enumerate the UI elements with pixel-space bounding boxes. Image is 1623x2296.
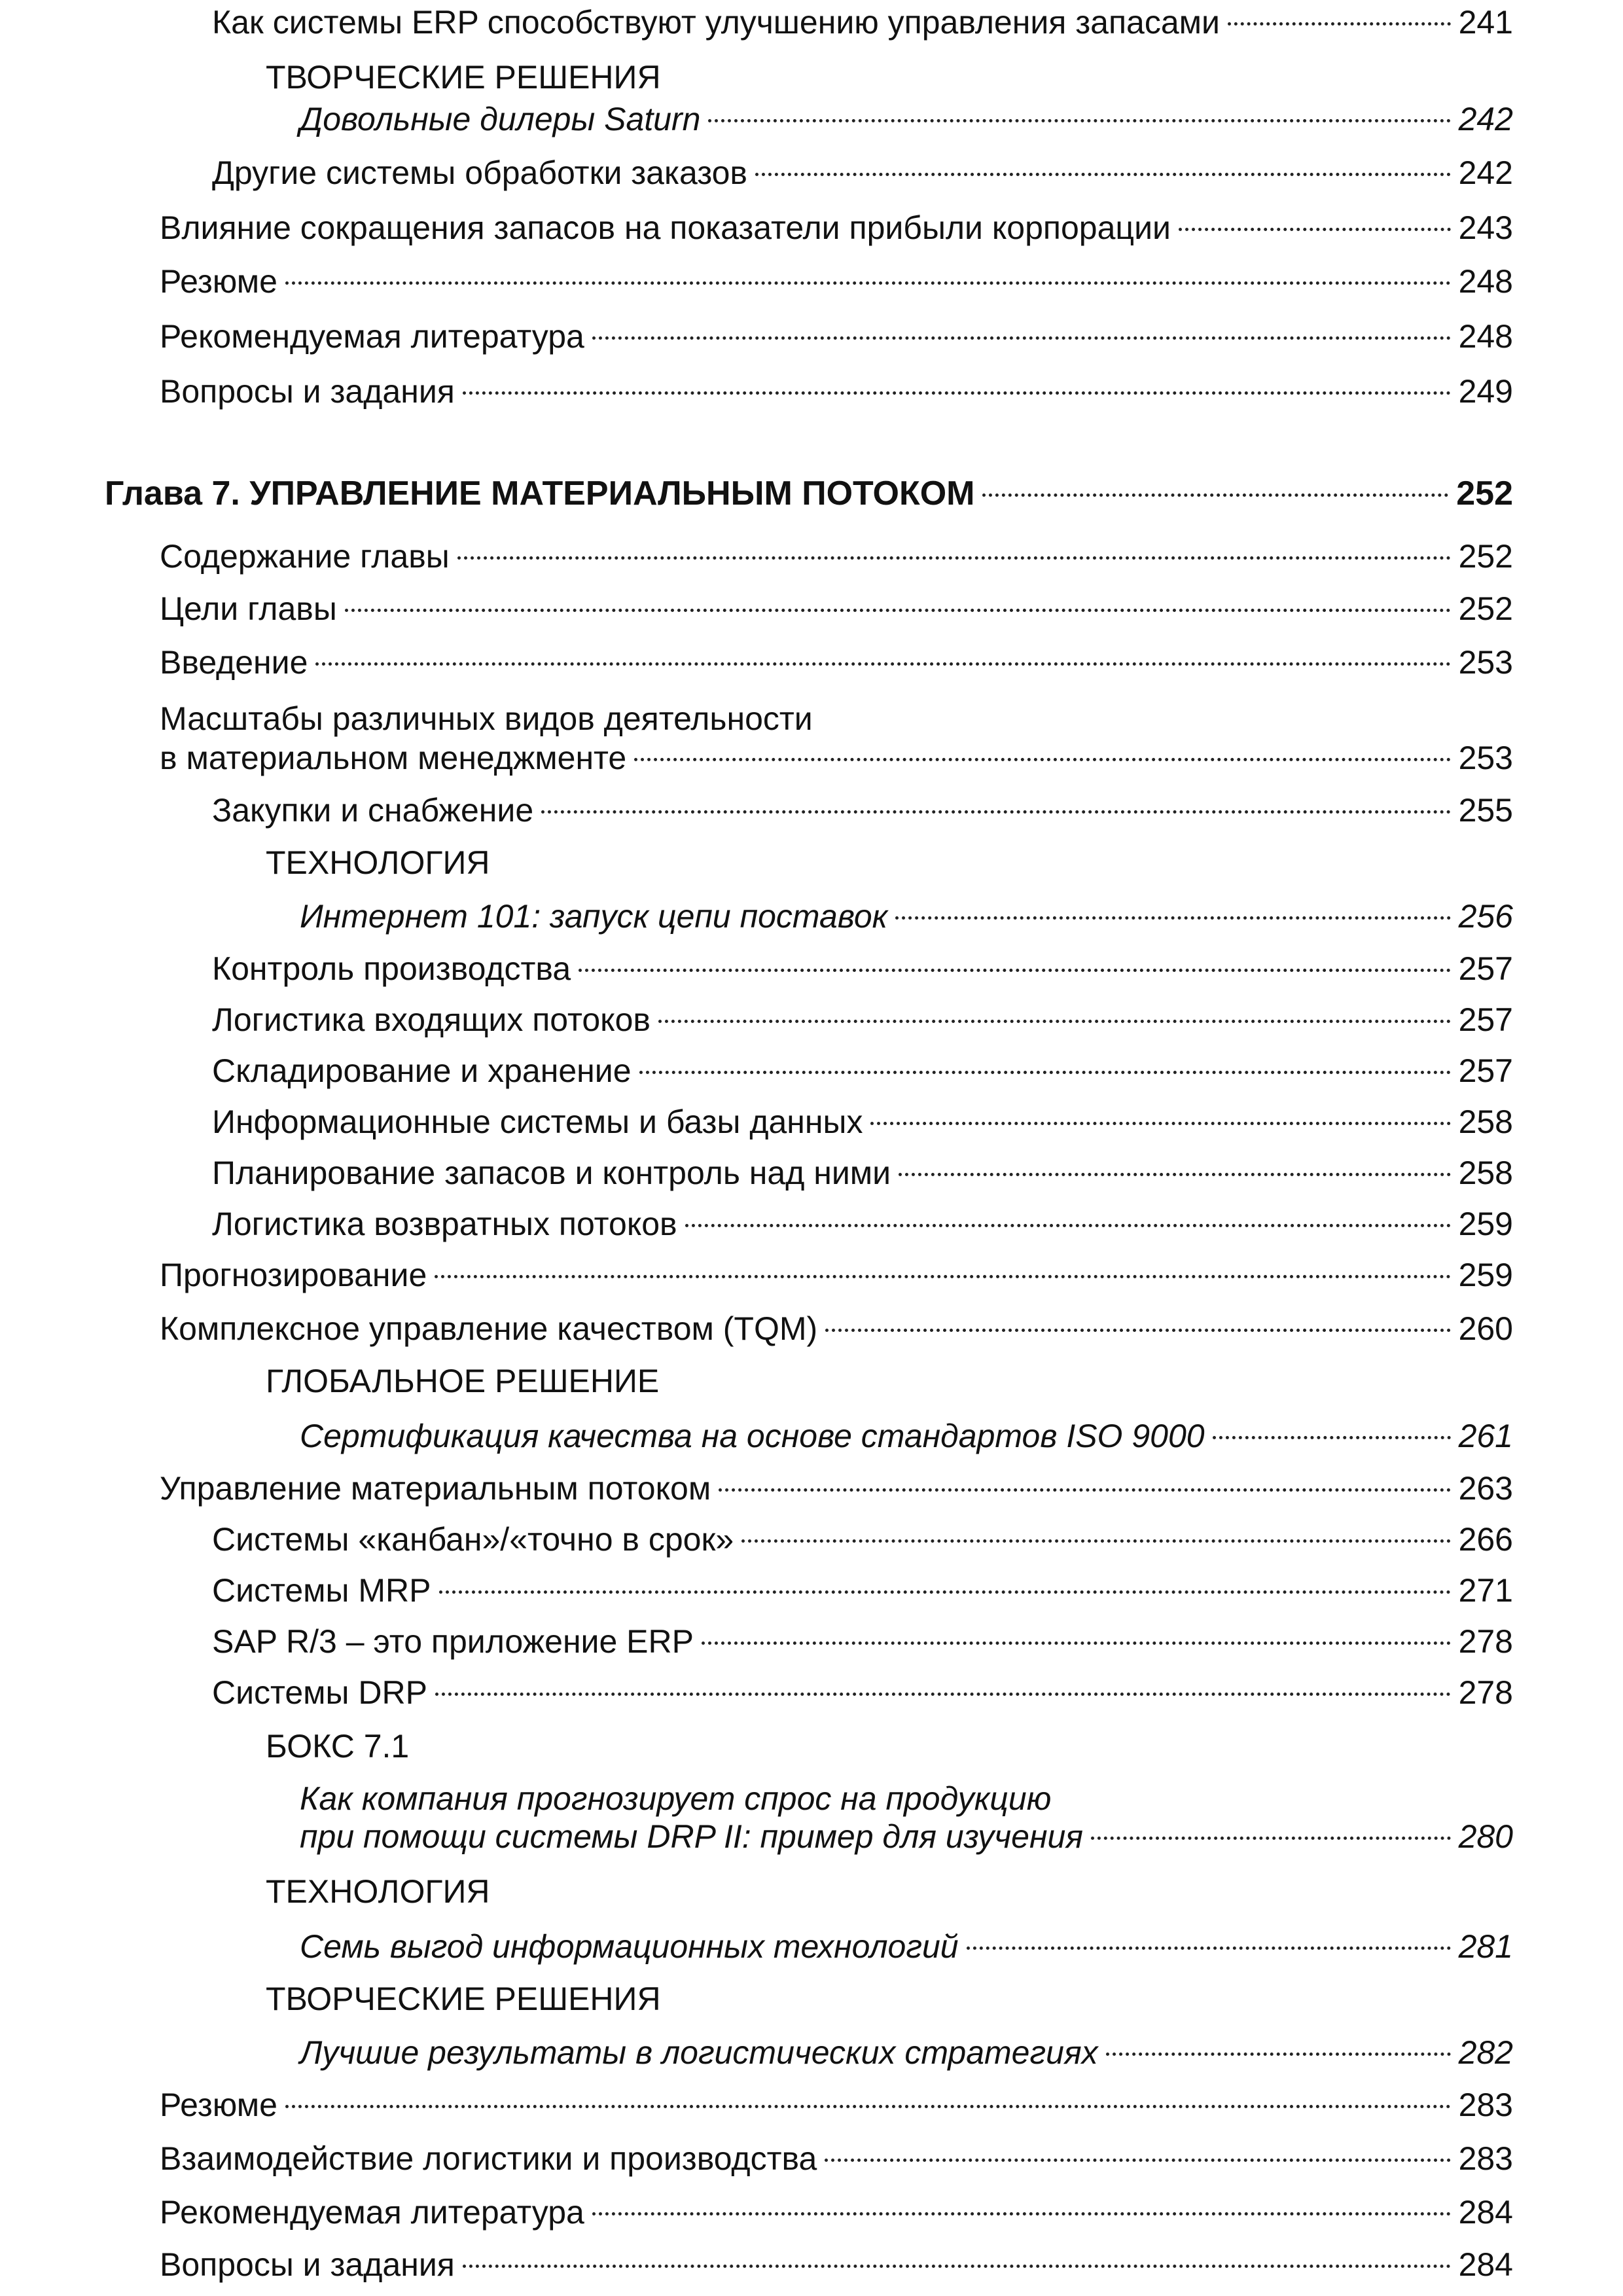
toc-entry-page: 259 (1458, 1257, 1513, 1293)
section-heading: ТВОРЧЕСКИЕ РЕШЕНИЯ (266, 1981, 661, 2017)
toc-entry (160, 643, 1513, 682)
toc-entry (160, 738, 1513, 778)
toc-entry-title: Складирование и хранение (212, 1052, 632, 1089)
toc-entry (160, 2085, 1513, 2125)
toc-entry (300, 1927, 1513, 1966)
toc-entry-page: 280 (1458, 1818, 1513, 1855)
toc-entry (212, 1204, 1513, 1244)
toc-entry (160, 2193, 1513, 2232)
chapter-title-text: Глава 7. УПРАВЛЕНИЕ МАТЕРИАЛЬНЫМ ПОТОКОМ (105, 475, 975, 512)
toc-entry (160, 2139, 1513, 2178)
leader-dots (899, 1173, 1450, 1176)
toc-entry (300, 2033, 1513, 2072)
toc-entry-title: Как системы ERP способствуют улучшению управления запасами (212, 4, 1220, 41)
toc-entry-page: 283 (1458, 2087, 1513, 2123)
toc-entry-title: Контроль производства (212, 950, 571, 987)
toc-entry-page: 282 (1458, 2034, 1513, 2071)
toc-entry (160, 317, 1513, 356)
toc-entry (300, 1817, 1513, 1856)
leader-dots (1091, 1837, 1451, 1840)
leader-dots (634, 758, 1450, 761)
toc-entry-page: 278 (1458, 1623, 1513, 1660)
leader-dots (658, 1020, 1451, 1023)
leader-dots (457, 556, 1451, 560)
leader-dots (439, 1590, 1451, 1594)
toc-entry-page: 263 (1458, 1470, 1513, 1507)
chapter-title (105, 474, 1513, 513)
toc-entry (160, 589, 1513, 628)
section-heading: ГЛОБАЛЬНОЕ РЕШЕНИЕ (266, 1363, 660, 1399)
leader-dots (592, 336, 1451, 340)
toc-entry-title: Логистика входящих потоков (212, 1001, 651, 1038)
toc-entry (300, 1416, 1513, 1456)
toc-entry-page: 248 (1458, 263, 1513, 300)
leader-dots (1179, 228, 1451, 231)
toc-entry (160, 1255, 1513, 1295)
toc-entry (160, 2245, 1513, 2284)
toc-entry-page: 258 (1458, 1103, 1513, 1140)
toc-entry (212, 1622, 1513, 1661)
toc-entry-title: Планирование запасов и контроль над ними (212, 1155, 891, 1191)
toc-entry-page: 253 (1458, 644, 1513, 681)
toc-entry (212, 1051, 1513, 1090)
toc-entry (212, 1153, 1513, 1193)
toc-entry-page: 257 (1458, 1001, 1513, 1038)
leader-dots (435, 1693, 1451, 1696)
section-heading: ТВОРЧЕСКИЕ РЕШЕНИЯ (266, 59, 661, 96)
toc-entry-title: Вопросы и задания (160, 2246, 455, 2283)
toc-entry-title: Логистика возвратных потоков (212, 1206, 677, 1242)
toc-entry-title: Цели главы (160, 590, 337, 627)
toc-entry-page: 271 (1458, 1572, 1513, 1609)
toc-entry (160, 1309, 1513, 1348)
toc-entry (300, 99, 1513, 139)
chapter-page: 252 (1456, 475, 1513, 512)
toc-entry (300, 897, 1513, 936)
toc-entry-title: Влияние сокращения запасов на показатели прибыли корпорации (160, 209, 1171, 246)
leader-dots (345, 609, 1451, 612)
leader-dots (592, 2212, 1451, 2215)
toc-entry-page: 266 (1458, 1521, 1513, 1558)
leader-dots (825, 2159, 1450, 2162)
toc-entry-title-line1: Как компания прогнозирует спрос на продукцию (300, 1780, 1052, 1817)
toc-entry-title: Интернет 101: запуск цепи поставок (300, 898, 888, 935)
toc-entry (160, 208, 1513, 247)
leader-dots (719, 1488, 1450, 1492)
toc-entry (212, 153, 1513, 192)
leader-dots (702, 1641, 1451, 1645)
leader-dots (1213, 1436, 1451, 1439)
toc-entry-title: Содержание главы (160, 538, 450, 575)
toc-entry-title: Вопросы и задания (160, 373, 455, 410)
toc-entry-title: Сертификация качества на основе стандартов ISO 9000 (300, 1418, 1205, 1454)
toc-entry-line1 (300, 1779, 1513, 1818)
toc-entry-page: 249 (1458, 373, 1513, 410)
toc-entry (212, 791, 1513, 830)
toc-entry-title: Введение (160, 644, 308, 681)
toc-entry-page: 243 (1458, 209, 1513, 246)
toc-entry-title: Прогнозирование (160, 1257, 427, 1293)
leader-dots (825, 1329, 1450, 1332)
toc-entry-title: Закупки и снабжение (212, 792, 534, 829)
toc-entry-page: 261 (1458, 1418, 1513, 1454)
section-heading: БОКС 7.1 (266, 1728, 410, 1765)
toc-entry-title-line2: в материальном менеджменте (160, 740, 627, 776)
toc-entry-page: 252 (1458, 590, 1513, 627)
leader-dots (463, 2265, 1451, 2268)
leader-dots (1106, 2053, 1451, 2056)
toc-entry (212, 1520, 1513, 1559)
toc-entry-title: Семь выгод информационных технологий (300, 1928, 959, 1965)
toc-entry-title: Рекомендуемая литература (160, 2194, 584, 2231)
toc-entry-title: Комплексное управление качеством (TQM) (160, 1310, 818, 1347)
toc-entry-page: 278 (1458, 1674, 1513, 1711)
toc-entry-page: 260 (1458, 1310, 1513, 1347)
leader-dots (435, 1275, 1450, 1278)
section-heading: ТЕХНОЛОГИЯ (266, 844, 490, 881)
toc-entry (212, 1102, 1513, 1141)
toc-entry-title: Резюме (160, 2087, 277, 2123)
leader-dots (579, 969, 1450, 972)
leader-dots (541, 810, 1450, 814)
toc-entry-page: 259 (1458, 1206, 1513, 1242)
toc-entry-page: 242 (1458, 101, 1513, 137)
toc-entry-title: Резюме (160, 263, 277, 300)
toc-entry-title: Управление материальным потоком (160, 1470, 711, 1507)
toc-entry-page: 256 (1458, 898, 1513, 935)
toc-entry-title: Другие системы обработки заказов (212, 154, 747, 191)
leader-dots (895, 916, 1450, 920)
toc-entry-line1 (160, 699, 1513, 738)
leader-dots (315, 662, 1450, 666)
toc-entry (160, 1469, 1513, 1508)
leader-dots (870, 1122, 1450, 1125)
toc-entry-page: 257 (1458, 1052, 1513, 1089)
toc-entry-title: Системы «канбан»/«точно в срок» (212, 1521, 734, 1558)
toc-entry-page: 284 (1458, 2246, 1513, 2283)
toc-entry-page: 283 (1458, 2140, 1513, 2177)
toc-entry-title: Рекомендуемая литература (160, 318, 584, 355)
toc-entry (160, 537, 1513, 576)
toc-entry-title: Взаимодействие логистики и производства (160, 2140, 817, 2177)
toc-entry-title: Информационные системы и базы данных (212, 1103, 863, 1140)
toc-entry-title: SAP R/3 – это приложение ERP (212, 1623, 694, 1660)
toc-entry (212, 1000, 1513, 1039)
leader-dots (967, 1946, 1451, 1950)
toc-entry-page: 281 (1458, 1928, 1513, 1965)
toc-entry-title: Довольные дилеры Saturn (300, 101, 701, 137)
toc-entry-page: 241 (1458, 4, 1513, 41)
toc-entry (212, 1571, 1513, 1610)
toc-entry-page: 258 (1458, 1155, 1513, 1191)
toc-entry-page: 242 (1458, 154, 1513, 191)
toc-entry (160, 372, 1513, 411)
leader-dots (285, 281, 1451, 285)
toc-entry-page: 255 (1458, 792, 1513, 829)
leader-dots (685, 1224, 1451, 1227)
leader-dots (982, 493, 1448, 497)
toc-entry-page: 284 (1458, 2194, 1513, 2231)
toc-entry-title: Системы DRP (212, 1674, 427, 1711)
leader-dots (708, 119, 1450, 122)
leader-dots (1228, 22, 1451, 26)
toc-entry-title-line1: Масштабы различных видов деятельности (160, 700, 813, 737)
toc-entry (212, 3, 1513, 42)
toc-entry (212, 1673, 1513, 1712)
toc-entry-title: Системы MRP (212, 1572, 431, 1609)
toc-entry (160, 262, 1513, 301)
toc-entry-page: 248 (1458, 318, 1513, 355)
toc-entry (212, 949, 1513, 988)
toc-entry-title-line2: при помощи системы DRP II: пример для изучения (300, 1818, 1083, 1855)
toc-entry-page: 257 (1458, 950, 1513, 987)
toc-entry-page: 252 (1458, 538, 1513, 575)
leader-dots (285, 2105, 1451, 2108)
leader-dots (741, 1539, 1450, 1543)
toc-entry-page: 253 (1458, 740, 1513, 776)
toc-entry-title: Лучшие результаты в логистических стратегиях (300, 2034, 1098, 2071)
section-heading: ТЕХНОЛОГИЯ (266, 1873, 490, 1910)
leader-dots (639, 1071, 1451, 1074)
leader-dots (755, 173, 1451, 176)
leader-dots (463, 391, 1451, 395)
